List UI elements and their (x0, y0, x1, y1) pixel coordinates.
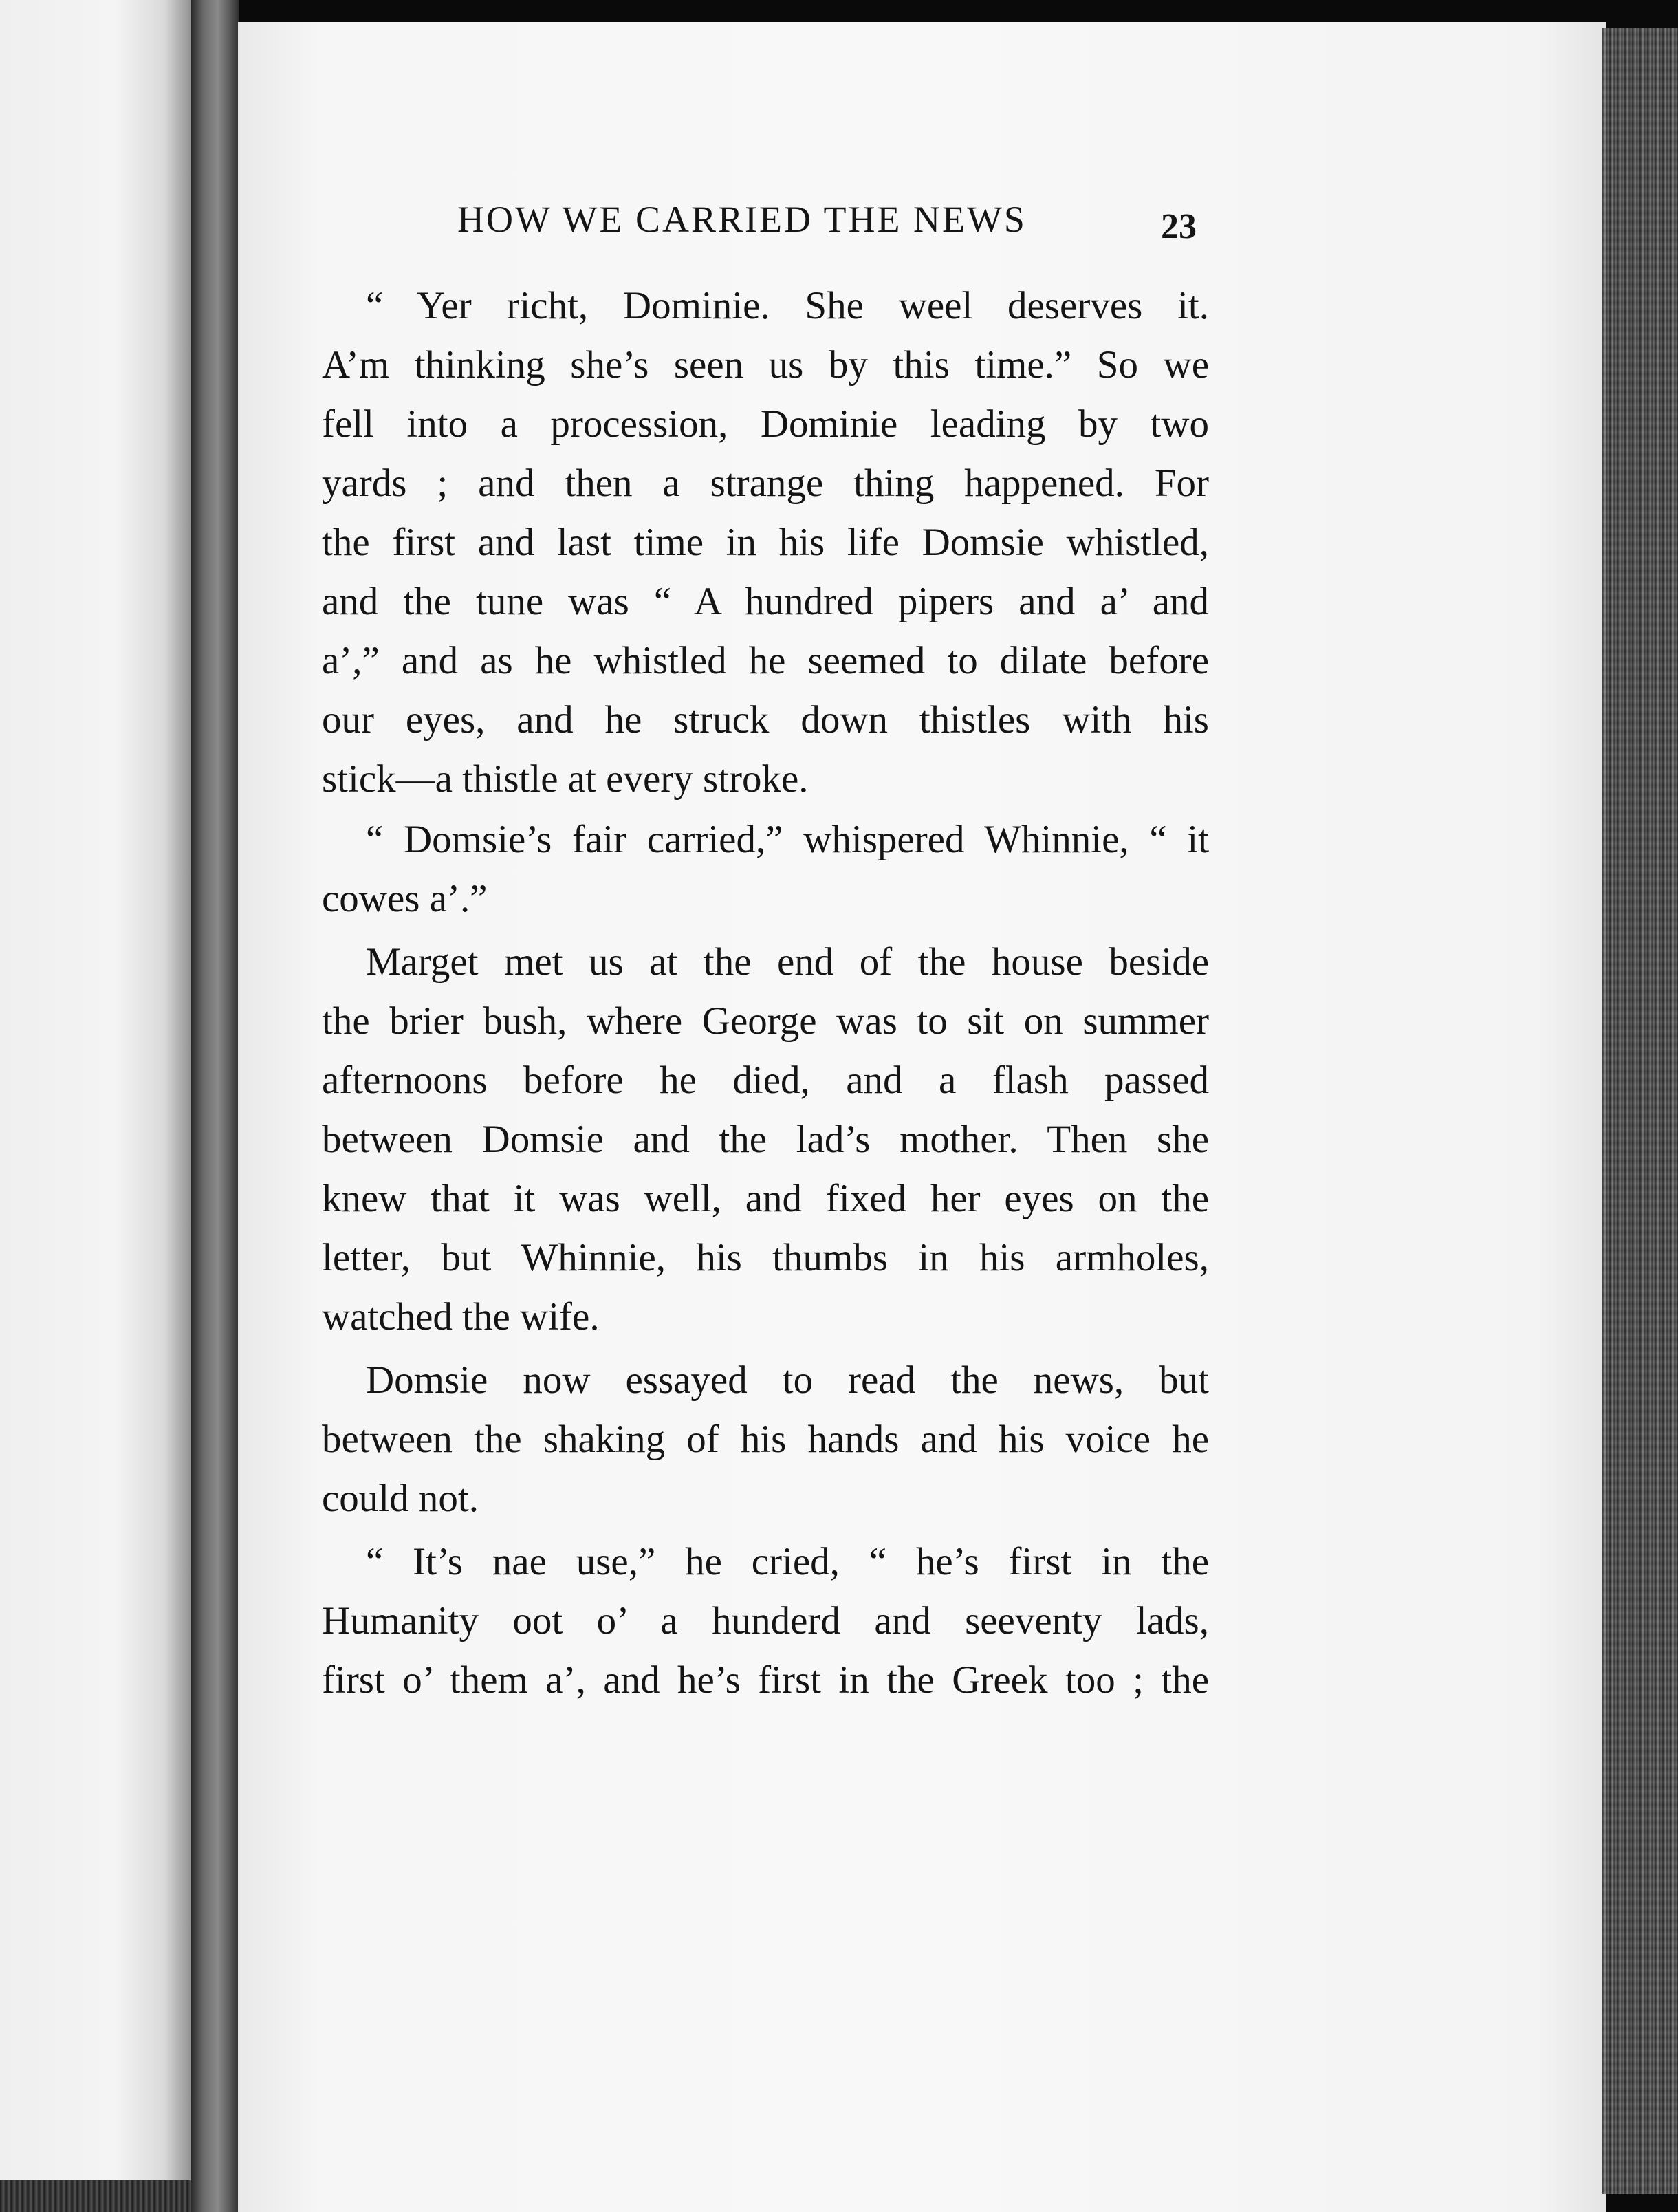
left-page-bottom-edge (0, 2180, 199, 2212)
text-line: our eyes, and he struck down thistles with his (322, 698, 1209, 741)
text-line: yards ; and then a strange thing happened. For (322, 462, 1209, 505)
text-line: between Domsie and the lad’s mother. Then she (322, 1118, 1209, 1161)
text-line: “ Domsie’s fair carried,” whispered Whinnie, “ it (366, 818, 1209, 861)
text-line: “ It’s nae use,” he cried, “ he’s first in the (366, 1540, 1209, 1583)
running-head: HOW WE CARRIED THE NEWS (457, 199, 1027, 240)
text-line: the first and last time in his life Domsie whistled, (322, 521, 1209, 564)
left-facing-page (0, 0, 193, 2212)
text-line: “ Yer richt, Dominie. She weel deserves it. (366, 284, 1209, 327)
text-line: afternoons before he died, and a flash passed (322, 1059, 1209, 1102)
text-line: fell into a procession, Dominie leading by two (322, 402, 1209, 446)
text-line: watched the wife. (322, 1295, 600, 1338)
text-line: a’,” and as he whistled he seemed to dilate before (322, 639, 1209, 682)
text-line: could not. (322, 1477, 479, 1520)
page-number: 23 (1161, 207, 1197, 246)
page-stack-edges (1602, 28, 1678, 2194)
text-line: Humanity oot o’ a hunderd and seeventy lads, (322, 1599, 1209, 1642)
text-line: stick—a thistle at every stroke. (322, 757, 809, 801)
text-line: letter, but Whinnie, his thumbs in his armholes, (322, 1236, 1209, 1279)
text-line: Marget met us at the end of the house beside (366, 940, 1209, 984)
text-line: and the tune was “ A hundred pipers and a’ and (322, 580, 1209, 623)
text-line: first o’ them a’, and he’s first in the Greek too ; the (322, 1658, 1209, 1702)
text-line: A’m thinking she’s seen us by this time.” So we (322, 343, 1209, 387)
text-line: between the shaking of his hands and his voice he (322, 1418, 1209, 1461)
book-gutter (191, 0, 239, 2212)
text-line: Domsie now essayed to read the news, but (366, 1358, 1209, 1402)
text-line: cowes a’.” (322, 877, 488, 920)
text-line: knew that it was well, and fixed her eyes on the (322, 1177, 1209, 1220)
text-line: the brier bush, where George was to sit on summer (322, 999, 1209, 1043)
